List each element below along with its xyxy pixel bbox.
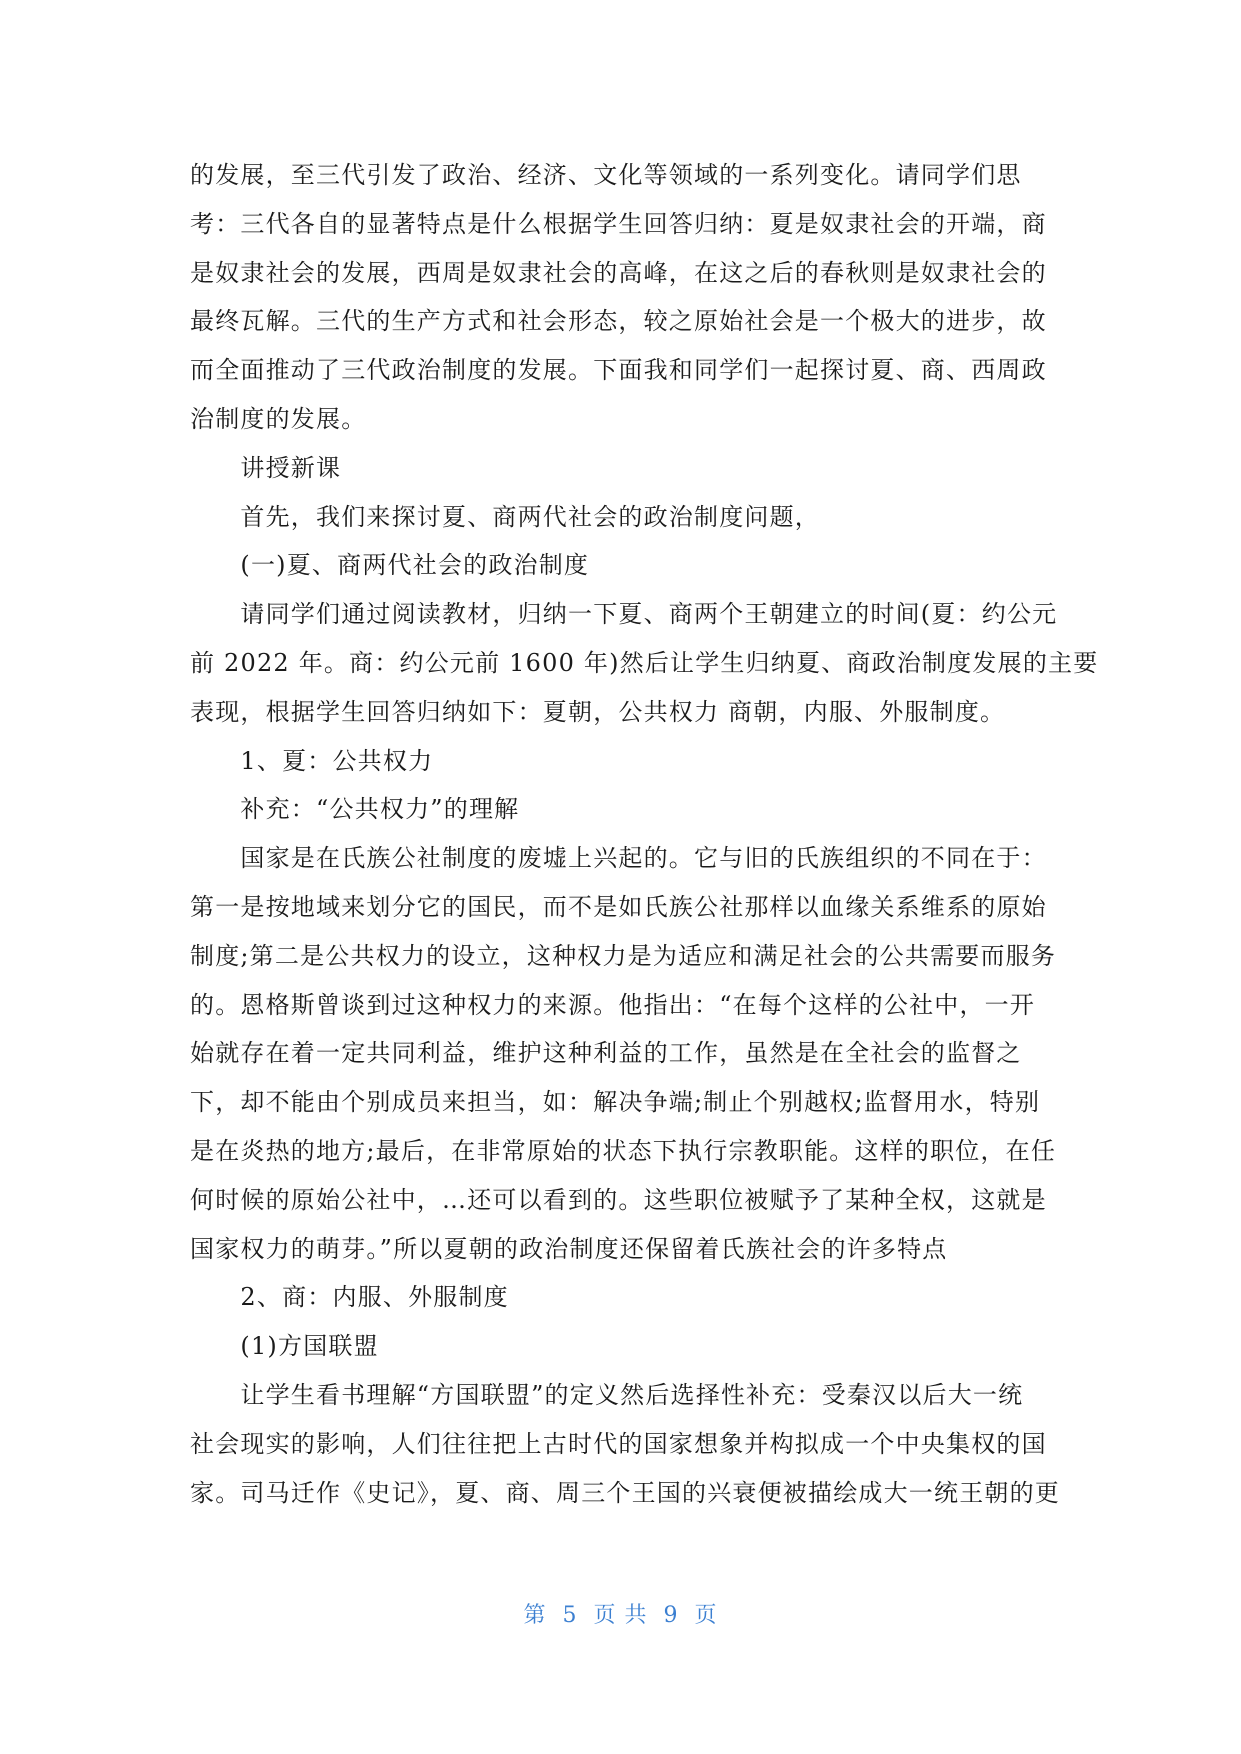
text-line: 治制度的发展。 [190, 404, 367, 433]
text-line: 的。恩格斯曾谈到过这种权力的来源。他指出：“在每个这样的公社中，一开 [190, 990, 1036, 1019]
text-line: 首先，我们来探讨夏、商两代社会的政治制度问题， [190, 502, 820, 531]
section-heading: 讲授新课 [190, 453, 342, 482]
text-line: 制度;第二是公共权力的设立，这种权力是为适应和满足社会的公共需要而服务 [190, 941, 1057, 970]
section-heading: 2、商：内服、外服制度 [190, 1283, 509, 1312]
text-line: 何时候的原始公社中，…还可以看到的。这些职位被赋予了某种全权，这就是 [190, 1185, 1047, 1214]
text-line: 让学生看书理解“方国联盟”的定义然后选择性补充：受秦汉以后大一统 [190, 1380, 1024, 1409]
text-line: 是奴隶社会的发展，西周是奴隶社会的高峰，在这之后的春秋则是奴隶社会的 [190, 258, 1047, 287]
document-body [190, 151, 1099, 1517]
text-line: 是在炎热的地方;最后，在非常原始的状态下执行宗教职能。这样的职位，在任 [190, 1136, 1057, 1165]
text-line: 的发展，至三代引发了政治、经济、文化等领域的一系列变化。请同学们思 [190, 161, 1022, 189]
text-line: 补充：“公共权力”的理解 [190, 795, 520, 824]
text-line: 前 2022 年。商：约公元前 1600 年)然后让学生归纳夏、商政治制度发展的主要 [190, 648, 1099, 677]
page-number: 第 5 页 共 9 页 [523, 1603, 718, 1628]
text-line: 国家权力的萌芽。”所以夏朝的政治制度还保留着氏族社会的许多特点 [190, 1234, 948, 1263]
text-line: 下，却不能由个别成员来担当，如：解决争端;制止个别越权;监督用水，特别 [190, 1088, 1041, 1117]
text-line: 国家是在氏族公社制度的废墟上兴起的。它与旧的氏族组织的不同在于： [190, 844, 1047, 873]
text-line: 家。司马迁作《史记》，夏、商、周三个王国的兴衰便被描绘成大一统王朝的更 [190, 1478, 1060, 1507]
text-line: 表现，根据学生回答归纳如下：夏朝，公共权力 商朝，内服、外服制度。 [190, 697, 1006, 726]
text-line: 请同学们通过阅读教材，归纳一下夏、商两个王朝建立的时间(夏：约公元 [190, 600, 1058, 629]
section-heading: (1)方国联盟 [190, 1332, 379, 1361]
text-line: 始就存在着一定共同利益，维护这种利益的工作，虽然是在全社会的监督之 [190, 1039, 1022, 1068]
section-heading: (一)夏、商两代社会的政治制度 [190, 551, 590, 580]
text-line: 第一是按地域来划分它的国民，而不是如氏族公社那样以血缘关系维系的原始 [190, 892, 1047, 921]
text-line: 而全面推动了三代政治制度的发展。下面我和同学们一起探讨夏、商、西周政 [190, 356, 1047, 385]
text-line: 社会现实的影响，人们往往把上古时代的国家想象并构拟成一个中央集权的国 [190, 1429, 1047, 1458]
text-line: 考：三代各自的显著特点是什么根据学生回答归纳：夏是奴隶社会的开端，商 [190, 209, 1047, 238]
text-line: 最终瓦解。三代的生产方式和社会形态，较之原始社会是一个极大的进步，故 [190, 307, 1047, 336]
section-heading: 1、夏：公共权力 [190, 746, 434, 775]
